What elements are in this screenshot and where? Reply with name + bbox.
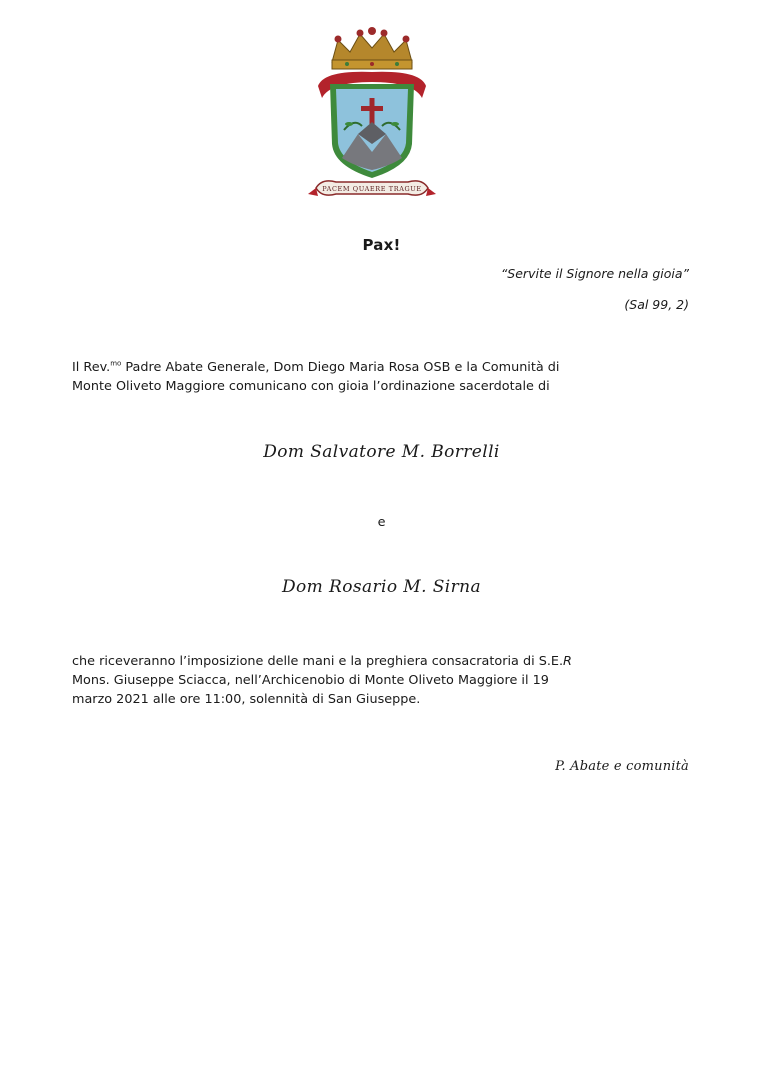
greeting-heading: Pax! bbox=[362, 236, 401, 254]
intro-text-line1: Padre Abate Generale, Dom Diego Maria Rosa OSB e la Comunità di bbox=[121, 360, 560, 375]
ordinand-name-first: Dom Salvatore M. Borrelli bbox=[263, 442, 500, 462]
details-line2: Mons. Giuseppe Sciacca, nell’Archicenobio di Monte Oliveto Maggiore il 19 bbox=[72, 673, 549, 688]
ordinand-name-second: Dom Rosario M. Sirna bbox=[282, 577, 481, 597]
motto-scroll-icon bbox=[308, 181, 436, 196]
details-line3: marzo 2021 alle ore 11:00, solennità di San Giuseppe. bbox=[72, 692, 421, 707]
intro-paragraph bbox=[72, 358, 702, 396]
intro-text-start: Il Rev. bbox=[72, 360, 111, 375]
details-paragraph bbox=[72, 652, 702, 709]
shield-icon bbox=[330, 84, 414, 178]
signature: P. Abate e comunità bbox=[555, 759, 689, 774]
intro-text-line2: Monte Oliveto Maggiore comunicano con gioia l’ordinazione sacerdotale di bbox=[72, 379, 550, 394]
intro-superscript: mo bbox=[110, 359, 122, 368]
epigraph-citation: (Sal 99, 2) bbox=[624, 297, 689, 312]
ordinand-conjunction: e bbox=[377, 515, 386, 530]
crown-icon bbox=[332, 27, 412, 69]
epigraph-quote: “Servite il Signore nella gioia” bbox=[500, 266, 689, 281]
coat-of-arms-crest bbox=[302, 26, 442, 208]
svg-text:PACEM QUAERE TRAGUE: PACEM QUAERE TRAGUE bbox=[322, 185, 422, 193]
details-line1: che riceveranno l’imposizione delle mani e la preghiera consacratoria di S.E. bbox=[72, 654, 564, 669]
details-line1-italic: R bbox=[563, 654, 572, 669]
